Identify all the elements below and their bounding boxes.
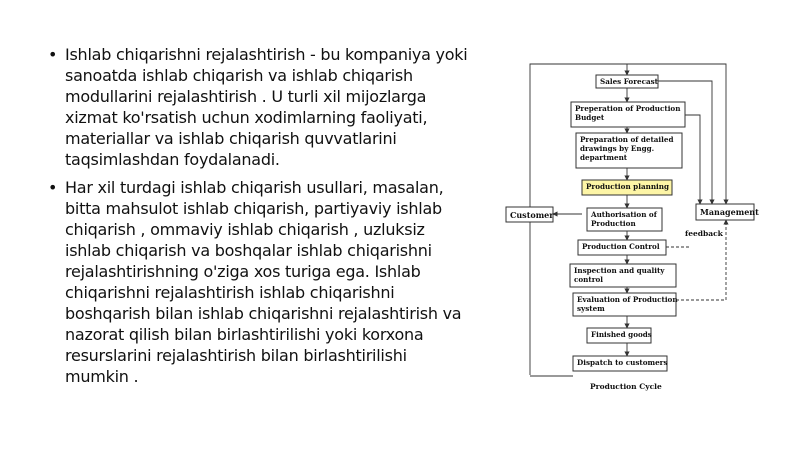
connector-line [685, 115, 700, 204]
diagram-caption: Production Cycle [590, 382, 662, 391]
feedback-label: feedback [685, 229, 723, 238]
process-box-label: Finished goods [591, 330, 652, 339]
bullet-list [48, 44, 468, 394]
management-label: Management [700, 207, 759, 217]
process-box-label: Production planning [586, 182, 670, 191]
process-box-label: Dispatch to customers [577, 358, 668, 367]
bullet-text: Har xil turdagi ishlab chiqarish usullari, masalan, bitta mahsulot ishlab chiqarish, partiyaviy ishlab chiqarish , ommaviy ishlab chiqarish , uzluksiz ishlab chiqarish va boshqalar ishlab chiqarishni rejalashtirishning o'ziga xos turiga ega. Ishlab chiqarishni rejalashtirish ishlab chiqarishni boshqarish bilan ishlab chiqarishni rejalashtirish va nazorat qilish bilan birlashtirilishi yoki korxona resurslarini rejalashtirish bilan birlashtirilishi mumkin . [65, 178, 462, 386]
process-box-label: Budget [575, 113, 605, 122]
customer-label: Customer [510, 210, 554, 220]
process-box [587, 328, 652, 343]
process-box [573, 356, 668, 371]
bullet-text: Ishlab chiqarishni rejalashtirish - bu kompaniya yoki sanoatda ishlab chiqarish va ishlab chiqarish modullarini rejalashtirish . U turli xil mijozlarga xizmat ko'rsatish uchun xodimlarning faoliyati, materiallar va ishlab chiqarish quvvatlarini taqsimlashdan foydalanadi. [65, 45, 468, 169]
process-box-label: Preperation of Production [575, 104, 681, 113]
bullet-item [48, 177, 468, 387]
process-box-label: control [574, 275, 604, 284]
bullet-item [48, 44, 468, 170]
process-box-label: Production [591, 219, 636, 228]
process-box [596, 75, 659, 88]
bullet-dot: • [48, 45, 58, 64]
process-box-label: Authorisation of [591, 210, 657, 219]
process-box [570, 264, 676, 287]
bullet-dot: • [48, 178, 58, 197]
process-box-label: department [580, 153, 628, 162]
process-box-label: Sales Forecast [600, 77, 658, 86]
process-box [587, 208, 662, 231]
process-box [576, 133, 682, 168]
process-box-label: Preparation of detailed [580, 135, 674, 144]
process-boxes [570, 75, 685, 371]
process-box [578, 240, 666, 255]
process-box [571, 102, 685, 127]
process-box-label: Inspection and quality [574, 266, 665, 275]
process-box [582, 180, 672, 195]
process-box-label: Evaluation of Production [577, 295, 678, 304]
process-box [573, 293, 678, 316]
process-box-label: system [577, 304, 605, 313]
process-box-label: drawings by Engg. [580, 144, 655, 153]
process-box-label: Production Control [582, 242, 660, 251]
production-cycle-diagram [500, 60, 765, 395]
